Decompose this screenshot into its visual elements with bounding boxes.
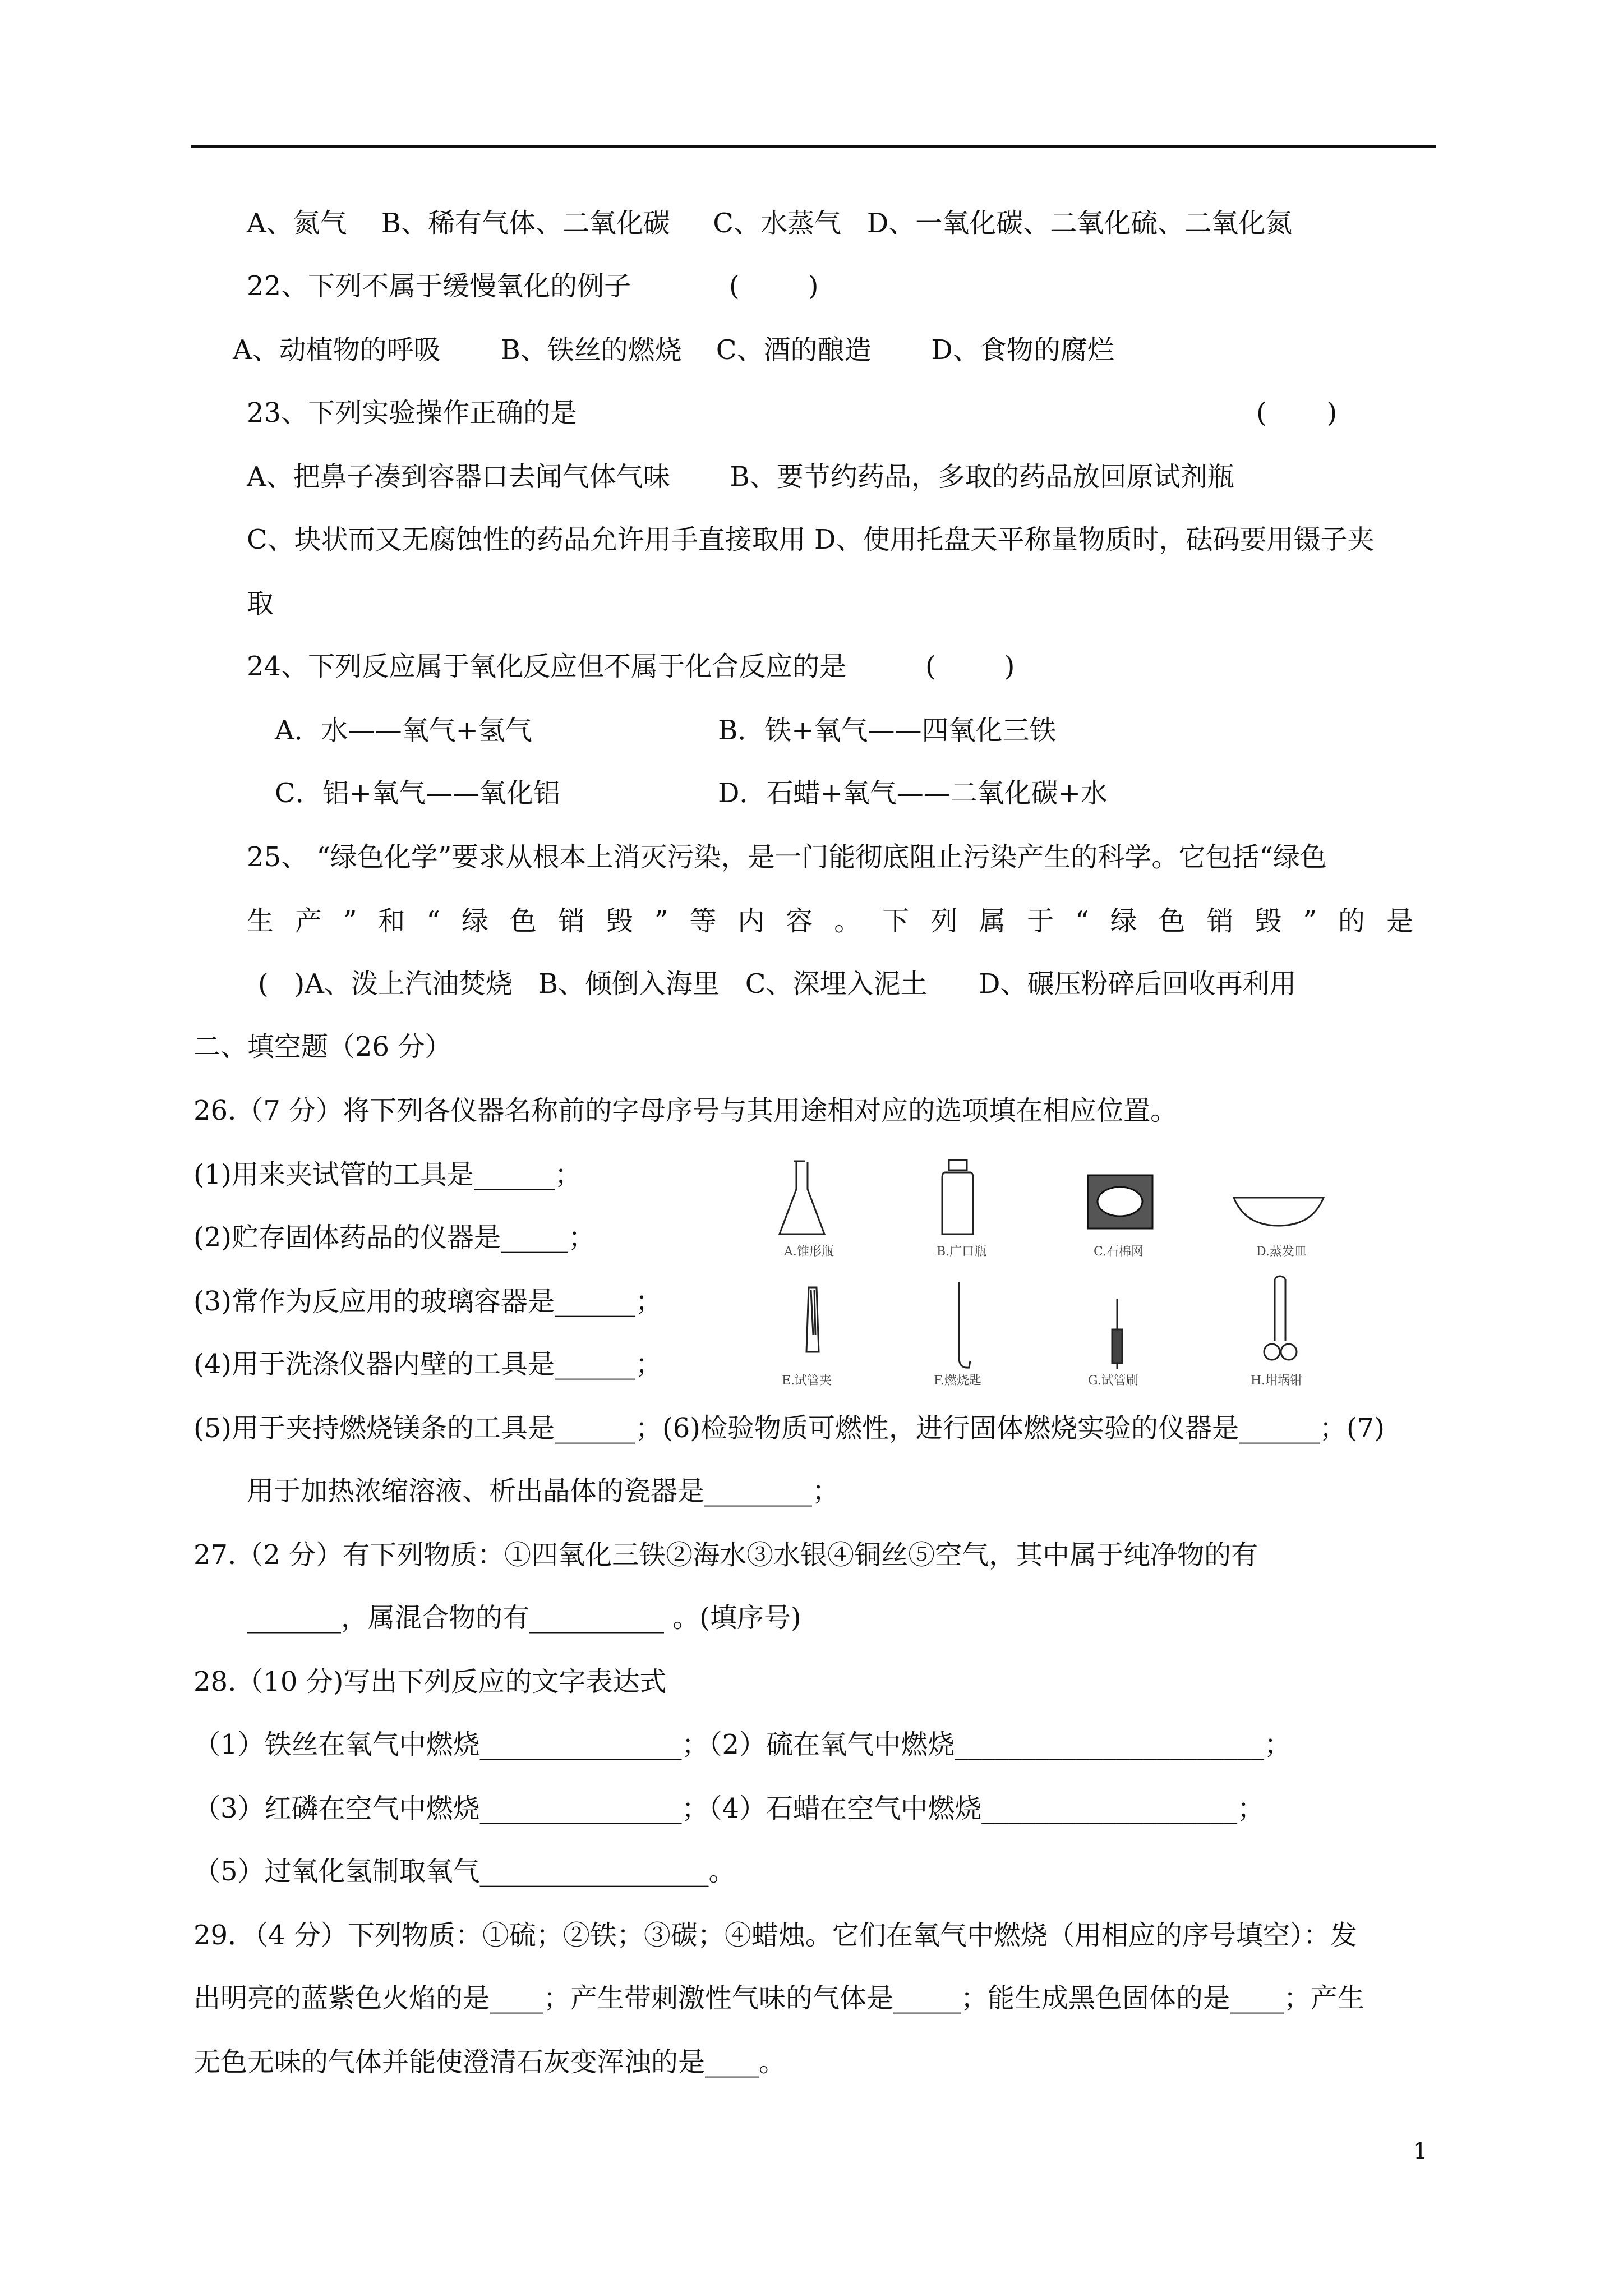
q22-bracket: ( ) xyxy=(729,270,819,302)
q26-item5-7: (5)用于夹持燃烧镁条的工具是______；(6)检验物质可燃性，进行固体燃烧实验的仪器是______；(7) xyxy=(193,1412,1385,1444)
caption-c: C.石棉网 xyxy=(1094,1245,1144,1259)
apparatus-figure xyxy=(774,1156,1346,1391)
q23-stem: 23、下列实验操作正确的是 xyxy=(247,397,578,429)
section-title: 二、填空题（26 分） xyxy=(193,1031,452,1062)
q22-stem: 22、下列不属于缓慢氧化的例子 xyxy=(247,270,631,302)
q24-option-a: A．水——氧气+氢气 xyxy=(275,715,532,746)
q25-line2: 生产”和“绿色销毁”等内容。下列属于“绿色销毁”的是 xyxy=(247,905,1413,937)
q23-option-d-cont: 取 xyxy=(247,588,274,619)
q21-options: A、氮气 B、稀有气体、二氧化碳 C、水蒸气 D、一氧化碳、二氧化硫、二氧化氮 xyxy=(247,208,1293,239)
q29-line3: 无色无味的气体并能使澄清石灰变浑浊的是____。 xyxy=(193,2046,786,2078)
q26-item4: (4)用于洗涤仪器内壁的工具是______； xyxy=(193,1349,662,1380)
conical-flask-icon xyxy=(780,1161,824,1234)
q26-item7-cont: 用于加热浓缩溶液、析出晶体的瓷器是________； xyxy=(247,1475,840,1507)
q23-option-c-d: C、块状而又无腐蚀性的药品允许用手直接取用 D、使用托盘天平称量物质时，砝码要用镊子夹 xyxy=(247,524,1375,555)
q22-options: A、动植物的呼吸 B、铁丝的燃烧 C、酒的酿造 D、食物的腐烂 xyxy=(233,334,1114,366)
q26-stem: 26.（7 分）将下列各仪器名称前的字母序号与其用途相对应的选项填在相应位置。 xyxy=(193,1095,1178,1126)
q23-bracket: ( ) xyxy=(1256,397,1338,429)
crucible-tongs-icon xyxy=(1264,1276,1297,1360)
header-rule xyxy=(191,145,1436,148)
q23-option-a-b: A、把鼻子凑到容器口去闻气体气味 B、要节约药品，多取的药品放回原试剂瓶 xyxy=(247,461,1234,493)
q28-line3: （5）过氧化氢制取氧气_________________。 xyxy=(193,1856,736,1887)
q25-options: ( )A、泼上汽油焚烧 B、倾倒入海里 C、深埋入泥土 D、碾压粉碎后回收再利用 xyxy=(258,968,1297,1000)
combustion-spoon-icon xyxy=(959,1282,970,1368)
q26-item2: (2)贮存固体药品的仪器是_____； xyxy=(193,1222,595,1253)
caption-d: D.蒸发皿 xyxy=(1256,1245,1307,1259)
q24-option-d: D．石蜡+氧气——二氧化碳+水 xyxy=(718,777,1108,809)
asbestos-gauze-icon xyxy=(1088,1175,1152,1228)
q27-line1: 27.（2 分）有下列物质：①四氧化三铁②海水③水银④铜丝⑤空气，其中属于纯净物的有 xyxy=(193,1539,1258,1571)
test-tube-holder-icon xyxy=(806,1287,819,1352)
q28-line2: （3）红磷在空气中燃烧_______________；（4）石蜡在空气中燃烧___________________； xyxy=(193,1793,1265,1824)
page-number: 1 xyxy=(1413,2138,1428,2164)
q24-option-b: B．铁+氧气——四氧化三铁 xyxy=(718,715,1057,746)
caption-e: E.试管夹 xyxy=(782,1374,832,1388)
q26-item1: (1)用来夹试管的工具是______； xyxy=(193,1159,582,1190)
q29-line1: 29．（4 分）下列物质：①硫；②铁；③碳；④蜡烛。它们在氧气中燃烧（用相应的序号填空）：发 xyxy=(193,1920,1357,1951)
wide-mouth-bottle-icon xyxy=(942,1160,973,1234)
evaporating-dish-icon xyxy=(1234,1198,1324,1226)
q24-stem: 24、下列反应属于氧化反应但不属于化合反应的是 xyxy=(247,651,847,682)
q28-stem: 28.（10 分)写出下列反应的文字表达式 xyxy=(193,1666,667,1697)
caption-b: B.广口瓶 xyxy=(937,1245,987,1259)
q26-item3: (3)常作为反应用的玻璃容器是______； xyxy=(193,1286,662,1317)
caption-f: F.燃烧匙 xyxy=(934,1374,981,1388)
q28-line1: （1）铁丝在氧气中燃烧_______________；（2）硫在氧气中燃烧_______________________； xyxy=(193,1729,1292,1760)
q27-line2: _______，属混合物的有__________ 。(填序号) xyxy=(247,1602,801,1634)
caption-g: G.试管刷 xyxy=(1088,1374,1138,1388)
q24-option-c: C．铝+氧气——氧化铝 xyxy=(275,777,560,809)
q25-line1: 25、 “绿色化学”要求从根本上消灭污染，是一门能彻底阻止污染产生的科学。它包括“绿色 xyxy=(247,841,1327,873)
caption-h: H.坩埚钳 xyxy=(1251,1374,1303,1388)
caption-a: A.锥形瓶 xyxy=(784,1245,834,1259)
test-tube-brush-icon xyxy=(1112,1299,1122,1369)
q24-bracket: ( ) xyxy=(925,651,1015,682)
q29-line2: 出明亮的蓝紫色火焰的是____；产生带刺激性气味的气体是_____；能生成黑色固体的是____；产生 xyxy=(193,1982,1365,2014)
